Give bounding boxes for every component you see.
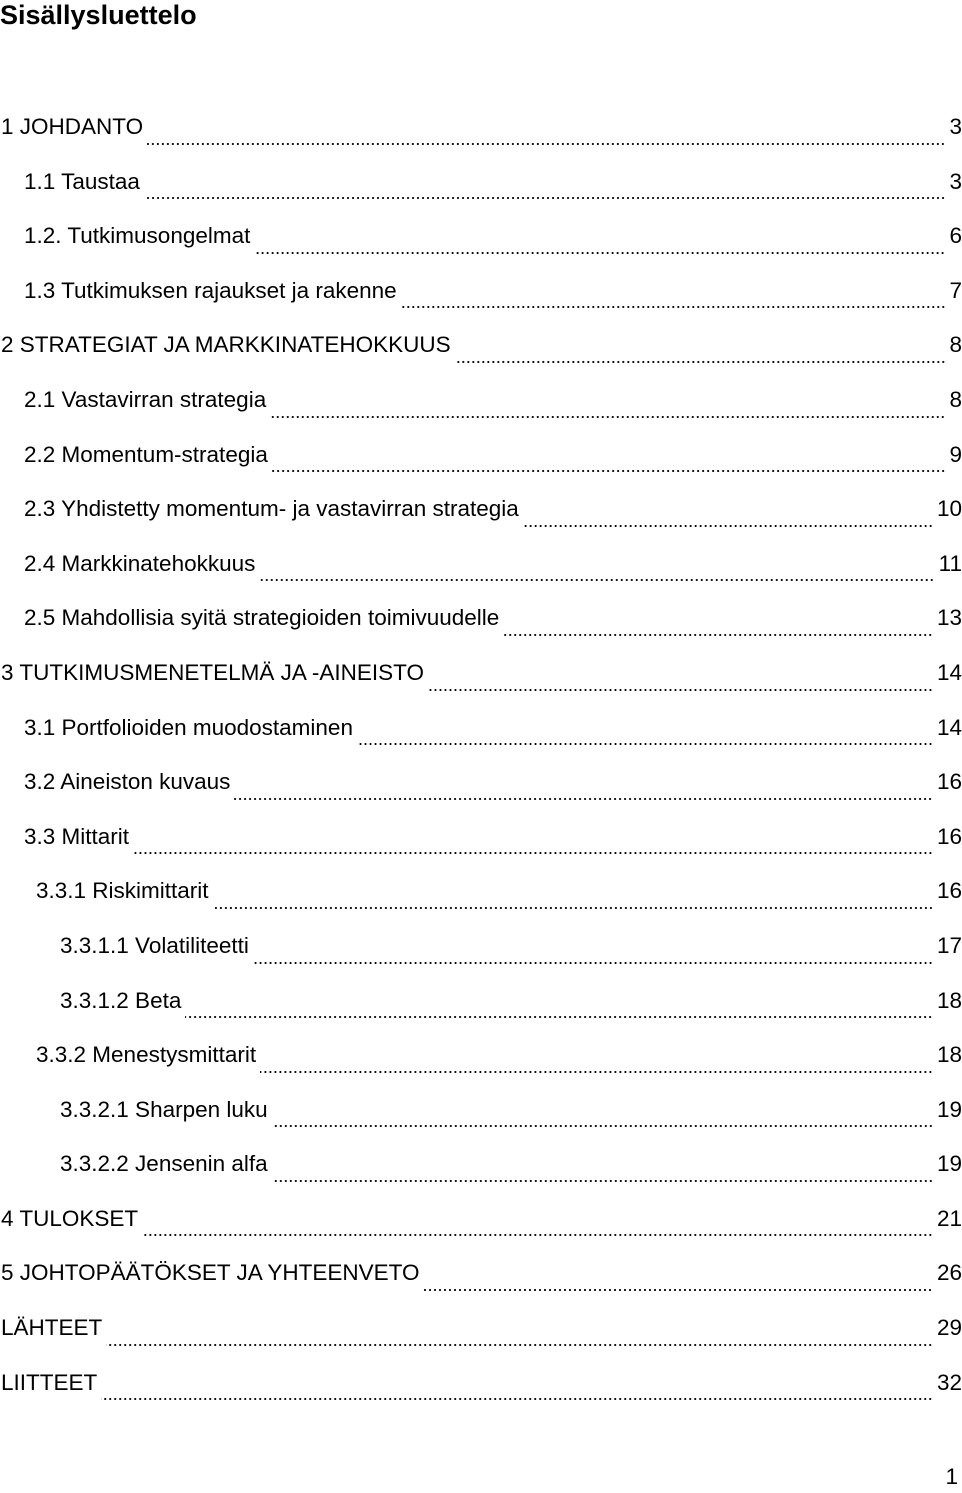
- toc-entry-page: 21: [936, 1205, 962, 1231]
- dot-leader: [147, 142, 945, 146]
- toc-entry[interactable]: [0, 928, 962, 983]
- dot-leader: [260, 1070, 933, 1074]
- toc-entry-page: 11: [938, 550, 962, 576]
- toc-entry-page: 3: [949, 114, 962, 139]
- toc-entry-page: 6: [949, 223, 962, 249]
- dot-leader: [401, 305, 946, 309]
- toc-entry[interactable]: [0, 1146, 962, 1201]
- dot-leader: [272, 1179, 933, 1183]
- toc-entry-page: 19: [936, 1096, 962, 1122]
- toc-entry-title: 3.3.2 Menestysmittarit: [36, 1042, 257, 1068]
- toc-entry-page: 18: [936, 1042, 962, 1068]
- toc-entry[interactable]: [0, 164, 962, 219]
- toc-entry-title: 2.1 Vastavirran strategia: [24, 386, 267, 412]
- table-of-contents: [0, 109, 962, 1419]
- dot-leader: [253, 961, 933, 965]
- page-number: 1: [945, 1464, 958, 1489]
- toc-entry-title: 3 TUTKIMUSMENETELMÄ JA -AINEISTO: [1, 659, 424, 685]
- toc-entry-title: 3.3.1 Riskimittarit: [36, 878, 209, 904]
- toc-entry[interactable]: [0, 1037, 962, 1092]
- dot-leader: [213, 906, 933, 910]
- toc-entry[interactable]: [0, 1365, 962, 1420]
- toc-entry-title: 5 JOHTOPÄÄTÖKSET JA YHTEENVETO: [1, 1260, 420, 1286]
- toc-entry[interactable]: [0, 382, 962, 437]
- toc-entry-title: 2.5 Mahdollisia syitä strategioiden toimivuudelle: [24, 605, 500, 631]
- toc-entry[interactable]: [0, 764, 962, 819]
- toc-entry[interactable]: [0, 600, 962, 655]
- dot-leader: [272, 469, 946, 473]
- toc-entry-page: 3: [949, 168, 962, 194]
- toc-entry-page: 7: [949, 277, 962, 303]
- dot-leader: [503, 633, 933, 637]
- dot-leader: [428, 688, 933, 692]
- dot-leader: [455, 360, 946, 364]
- toc-entry-title: LIITTEET: [1, 1369, 98, 1395]
- toc-entry[interactable]: [0, 819, 962, 874]
- toc-entry-page: 16: [936, 769, 962, 795]
- dot-leader: [272, 1124, 933, 1128]
- toc-entry-page: 17: [936, 932, 962, 958]
- dot-leader: [106, 1343, 933, 1347]
- toc-entry-title: 1.1 Taustaa: [24, 168, 140, 194]
- dot-leader: [101, 1397, 933, 1401]
- toc-entry-title: 4 TULOKSET: [1, 1205, 139, 1231]
- toc-entry[interactable]: [0, 983, 962, 1038]
- dot-leader: [357, 742, 933, 746]
- toc-entry-page: 16: [936, 878, 962, 904]
- dot-leader: [523, 524, 933, 528]
- toc-entry-title: 3.1 Portfolioiden muodostaminen: [24, 714, 353, 740]
- dot-leader: [142, 1233, 933, 1237]
- dot-leader: [185, 1015, 933, 1019]
- toc-entry-title: 1 JOHDANTO: [1, 114, 144, 139]
- toc-entry-page: 26: [936, 1260, 962, 1286]
- toc-entry-page: 10: [936, 496, 962, 522]
- toc-entry-page: 13: [936, 605, 962, 631]
- toc-entry-page: 19: [936, 1151, 962, 1177]
- toc-entry[interactable]: [0, 873, 962, 928]
- dot-leader: [254, 251, 945, 255]
- toc-entry-page: 18: [936, 987, 962, 1013]
- toc-entry-title: 3.3 Mittarit: [24, 823, 130, 849]
- toc-entry-page: 29: [936, 1315, 962, 1341]
- toc-entry[interactable]: [0, 1201, 962, 1256]
- dot-leader: [270, 415, 945, 419]
- toc-entry[interactable]: [0, 491, 962, 546]
- dot-leader: [144, 196, 946, 200]
- toc-entry-page: 8: [949, 332, 962, 358]
- toc-entry[interactable]: [0, 1310, 962, 1365]
- toc-entry[interactable]: [0, 1092, 962, 1147]
- toc-entry-title: 2.2 Momentum-strategia: [24, 441, 268, 467]
- toc-entry[interactable]: [0, 273, 962, 328]
- toc-entry-title: 1.2. Tutkimusongelmat: [24, 223, 251, 249]
- toc-entry-title: 1.3 Tutkimuksen rajaukset ja rakenne: [24, 277, 397, 303]
- toc-entry[interactable]: [0, 546, 962, 601]
- toc-entry-title: 3.3.2.2 Jensenin alfa: [60, 1151, 268, 1177]
- toc-entry-page: 32: [936, 1369, 962, 1395]
- dot-leader: [234, 797, 933, 801]
- toc-entry-title: 3.2 Aineiston kuvaus: [24, 769, 231, 795]
- toc-entry-page: 16: [936, 823, 962, 849]
- toc-entry-page: 14: [936, 659, 962, 685]
- toc-entry[interactable]: [0, 327, 962, 382]
- toc-entry-page: 9: [949, 441, 962, 467]
- toc-entry[interactable]: [0, 710, 962, 765]
- toc-entry-title: 3.3.1.1 Volatiliteetti: [60, 932, 249, 958]
- toc-entry[interactable]: [0, 109, 962, 164]
- toc-entry[interactable]: [0, 218, 962, 273]
- toc-entry-page: 14: [936, 714, 962, 740]
- toc-entry[interactable]: [0, 655, 962, 710]
- toc-entry-title: 2.4 Markkinatehokkuus: [24, 550, 256, 576]
- toc-entry[interactable]: [0, 437, 962, 492]
- dot-leader: [133, 851, 933, 855]
- page-title: Sisällysluettelo: [0, 0, 197, 30]
- toc-entry-title: LÄHTEET: [1, 1315, 103, 1341]
- dot-leader: [423, 1288, 933, 1292]
- toc-entry-title: 2 STRATEGIAT JA MARKKINATEHOKKUUS: [1, 332, 451, 358]
- toc-entry-page: 8: [949, 386, 962, 412]
- dot-leader: [259, 578, 934, 582]
- toc-entry-title: 2.3 Yhdistetty momentum- ja vastavirran strategia: [24, 496, 519, 522]
- toc-entry-title: 3.3.1.2 Beta: [60, 987, 182, 1013]
- toc-entry-title: 3.3.2.1 Sharpen luku: [60, 1096, 268, 1122]
- toc-entry[interactable]: [0, 1255, 962, 1310]
